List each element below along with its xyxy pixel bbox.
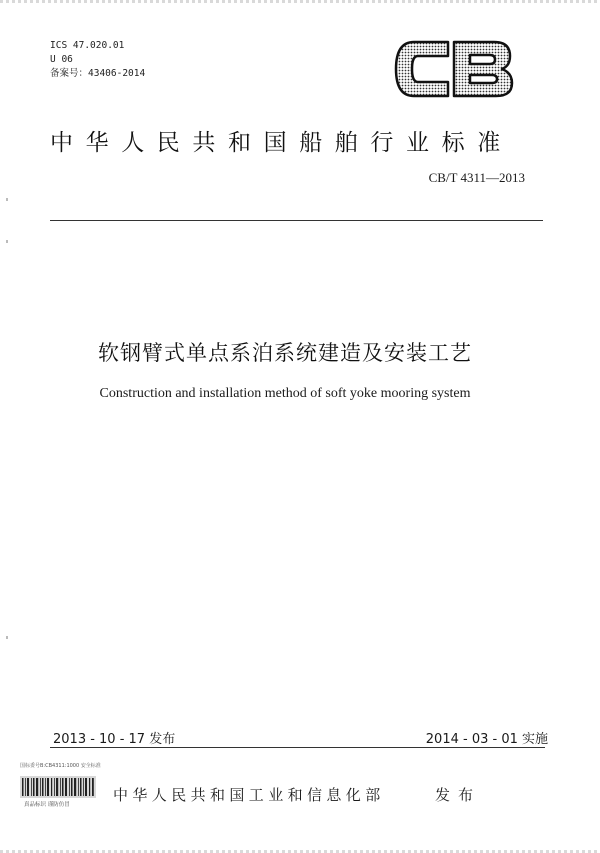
- top-rule: [50, 220, 543, 221]
- bottom-rule: [50, 747, 545, 748]
- anti-counterfeit-code: 国标委号B:CB4311:1000 安全标准: [20, 763, 101, 769]
- implementation-date: 2014 - 03 - 01 实施: [425, 732, 548, 747]
- meta-block: [50, 39, 145, 81]
- document-title-en: Construction and installation method of soft yoke mooring system: [99, 386, 471, 401]
- scan-mark: [6, 240, 8, 243]
- anti-fake-label: 真品标识 谨防仿冒: [24, 802, 70, 808]
- standard-title: 中华人民共和国船舶行业标准: [50, 130, 513, 156]
- barcode-icon: [20, 776, 96, 798]
- scan-edge-top: [0, 0, 600, 3]
- cb-logo: [392, 36, 518, 102]
- scan-mark: [6, 636, 8, 639]
- class-code: U 06: [50, 54, 73, 65]
- publish-label: 发布: [435, 786, 482, 804]
- record-number: 备案号：43406-2014: [50, 68, 146, 79]
- publisher-name: 中华人民共和国工业和信息化部: [113, 786, 385, 804]
- standard-code: CB/T 4311—2013: [428, 170, 525, 185]
- issue-date: 2013 - 10 - 17 发布: [53, 732, 176, 747]
- scan-mark: [6, 198, 8, 201]
- ics-code: ICS 47.020.01: [50, 40, 125, 51]
- document-title-cn: 软钢臂式单点系泊系统建造及安装工艺: [98, 341, 472, 365]
